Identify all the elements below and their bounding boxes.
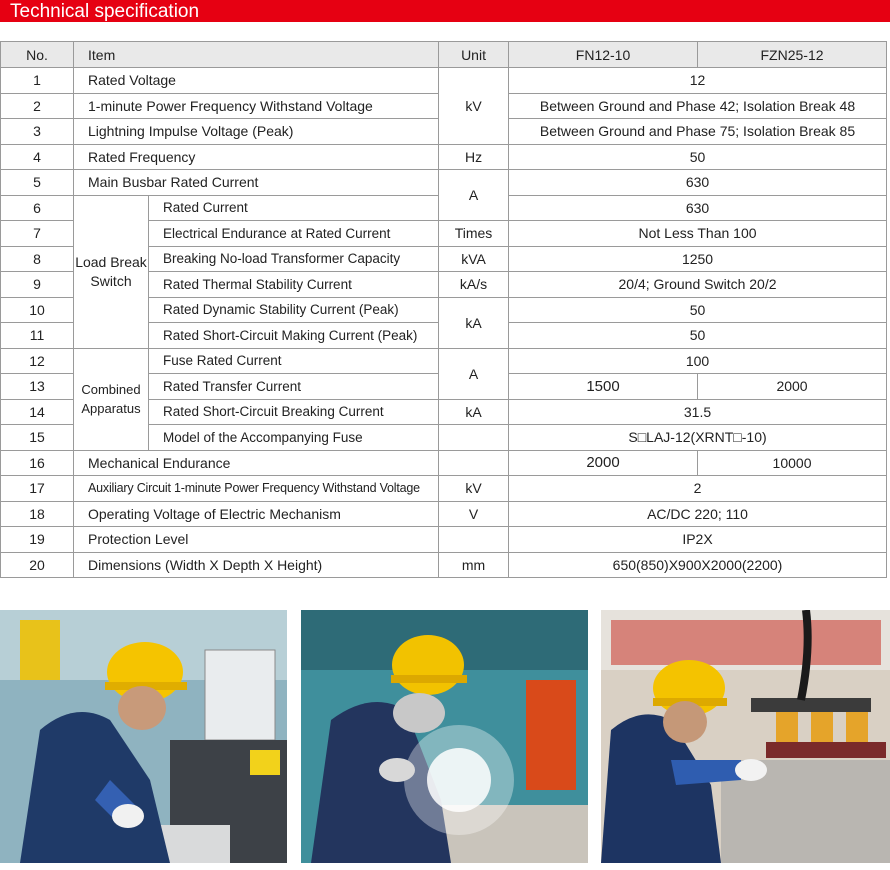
row-unit: A [439,348,509,399]
row-value: Not Less Than 100 [509,221,887,247]
row-unit: mm [439,552,509,578]
row-value-a: 1500 [509,374,698,400]
row-item: Rated Short-Circuit Breaking Current [149,399,439,425]
row-item: Protection Level [74,527,439,553]
row-item: Breaking No-load Transformer Capacity [149,246,439,272]
row-item: Rated Voltage [74,68,439,94]
spec-table [0,41,887,578]
row-no: 1 [1,68,74,94]
row-unit: kV [439,68,509,145]
header-no: No. [1,42,74,68]
row-value: 50 [509,323,887,349]
table-row [1,552,887,578]
row-value-b: 2000 [698,374,887,400]
row-item: Fuse Rated Current [149,348,439,374]
row-no: 5 [1,170,74,196]
row-value: 630 [509,195,887,221]
table-row [1,170,887,196]
row-item: Rated Dynamic Stability Current (Peak) [149,297,439,323]
row-value: 1250 [509,246,887,272]
row-no: 18 [1,501,74,527]
row-item: Model of the Accompanying Fuse [149,425,439,451]
row-item: Rated Current [149,195,439,221]
row-unit: kV [439,476,509,502]
row-value: 50 [509,144,887,170]
table-header-row [1,42,887,68]
row-no: 12 [1,348,74,374]
row-unit: Times [439,221,509,247]
row-unit [439,527,509,553]
group-load-break-switch: Load Break Switch [74,195,149,348]
row-item: Rated Short-Circuit Making Current (Peak) [149,323,439,349]
row-item: Main Busbar Rated Current [74,170,439,196]
row-unit: kVA [439,246,509,272]
row-value: 31.5 [509,399,887,425]
row-no: 10 [1,297,74,323]
row-no: 15 [1,425,74,451]
table-row [1,501,887,527]
welder-photo [301,610,588,863]
row-no: 4 [1,144,74,170]
row-unit: Hz [439,144,509,170]
row-value: 650(850)X900X2000(2200) [509,552,887,578]
row-item: Electrical Endurance at Rated Current [149,221,439,247]
row-unit [439,425,509,451]
row-value-a: 2000 [509,450,698,476]
row-no: 19 [1,527,74,553]
row-value: IP2X [509,527,887,553]
row-unit: kA [439,399,509,425]
row-value: S□LAJ-12(XRNT□-10) [509,425,887,451]
header-model-a: FN12-10 [509,42,698,68]
section-banner [0,0,890,22]
row-no: 13 [1,374,74,400]
row-value: Between Ground and Phase 75; Isolation Break 85 [509,119,887,145]
row-item: Dimensions (Width X Depth X Height) [74,552,439,578]
table-row [1,68,887,94]
row-item: Mechanical Endurance [74,450,439,476]
row-unit: A [439,170,509,221]
row-unit: kA/s [439,272,509,298]
header-model-b: FZN25-12 [698,42,887,68]
row-value: 100 [509,348,887,374]
row-no: 6 [1,195,74,221]
row-value: 2 [509,476,887,502]
header-item: Item [74,42,439,68]
table-row [1,476,887,502]
worker-at-machine-photo [0,610,287,863]
row-item: Rated Frequency [74,144,439,170]
row-value: Between Ground and Phase 42; Isolation Break 48 [509,93,887,119]
row-value: 50 [509,297,887,323]
row-value: AC/DC 220; 110 [509,501,887,527]
row-item: 1-minute Power Frequency Withstand Voltage [74,93,439,119]
row-no: 3 [1,119,74,145]
table-row [1,527,887,553]
group-combined-apparatus: Combined Apparatus [74,348,149,450]
row-unit: V [439,501,509,527]
row-no: 7 [1,221,74,247]
row-unit [439,450,509,476]
section-title: Technical specification [10,1,200,22]
row-item: Operating Voltage of Electric Mechanism [74,501,439,527]
row-unit: kA [439,297,509,348]
row-no: 16 [1,450,74,476]
row-item: Auxiliary Circuit 1-minute Power Frequency Withstand Voltage [74,476,439,502]
row-no: 17 [1,476,74,502]
row-no: 2 [1,93,74,119]
table-row [1,144,887,170]
header-unit: Unit [439,42,509,68]
row-value: 12 [509,68,887,94]
row-no: 8 [1,246,74,272]
row-value-b: 10000 [698,450,887,476]
row-value: 630 [509,170,887,196]
worker-assembling-photo [601,610,890,863]
row-no: 11 [1,323,74,349]
row-item: Rated Transfer Current [149,374,439,400]
row-no: 20 [1,552,74,578]
row-item: Lightning Impulse Voltage (Peak) [74,119,439,145]
row-no: 14 [1,399,74,425]
row-no: 9 [1,272,74,298]
row-item: Rated Thermal Stability Current [149,272,439,298]
row-value: 20/4; Ground Switch 20/2 [509,272,887,298]
table-row [1,450,887,476]
table-row [1,348,887,374]
